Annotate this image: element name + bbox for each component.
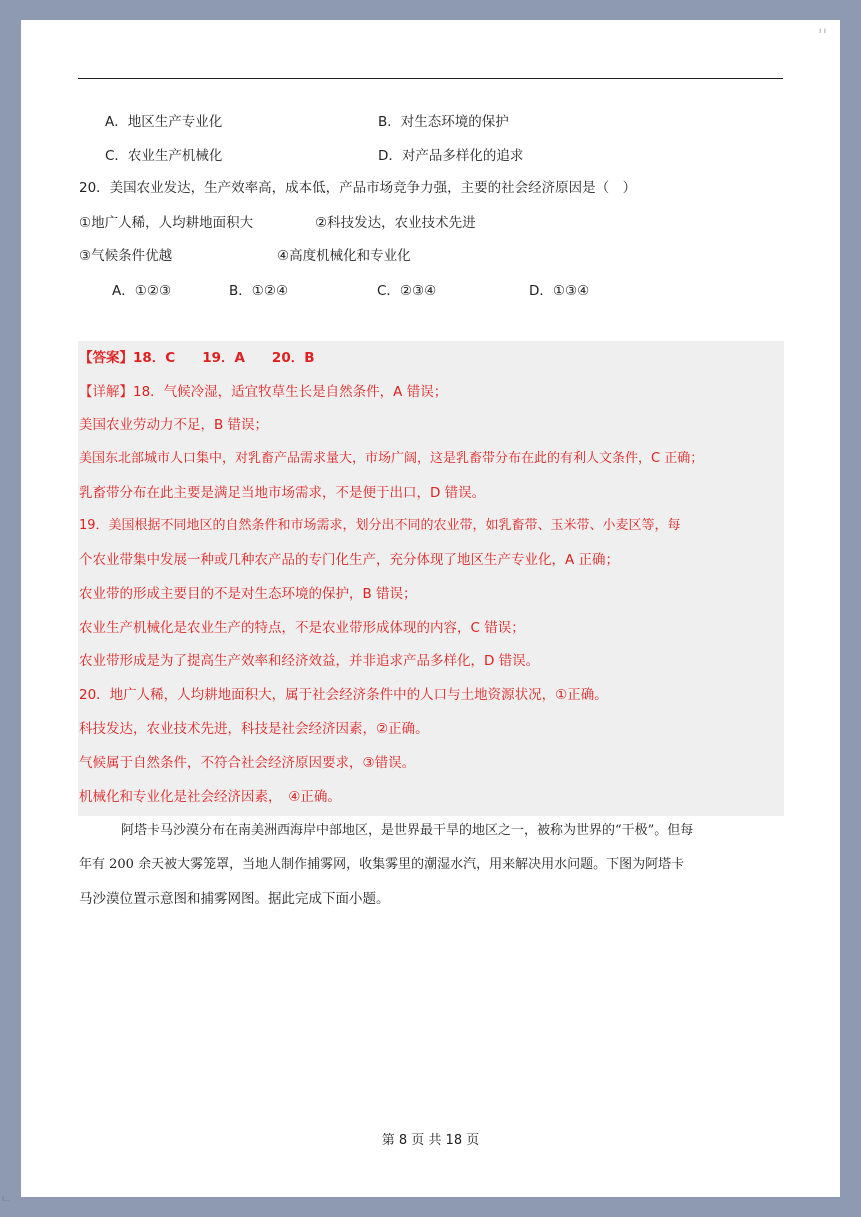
explanation-line: 气候属于自然条件，不符合社会经济原因要求，③错误。 [79, 755, 416, 771]
explanation-line: 20．地广人稀，人均耕地面积大，属于社会经济条件中的人口与土地资源状况，①正确。 [79, 687, 608, 703]
header-rule [78, 78, 783, 79]
explanation-line: 乳畜带分布在此主要是满足当地市场需求，不是便于出口，D 错误。 [79, 485, 486, 501]
option-20-d: D．①③④ [529, 283, 590, 299]
explanation-line: 农业带的形成主要目的不是对生态环境的保护，B 错误； [79, 586, 417, 602]
explanation-line: 【详解】18．气候冷湿，适宜牧草生长是自然条件，A 错误； [79, 384, 448, 400]
explanation-line: 美国东北部城市人口集中，对乳畜产品需求量大，市场广阔，这是乳畜带分布在此的有利人文条件，C 正确； [79, 451, 704, 466]
answer-key: 【答案】18．C 19．A 20．B [79, 350, 315, 366]
answer-explanation-box [78, 341, 784, 816]
explanation-line: 美国农业劳动力不足，B 错误； [79, 417, 269, 433]
option-19-a: A．地区生产专业化 [105, 114, 223, 130]
passage-line: 马沙漠位置示意图和捕雾网图。据此完成下面小题。 [79, 891, 390, 907]
question-20-item-2: ②科技发达，农业技术先进 [315, 215, 476, 231]
corner-crop-mark: ı.. [2, 1194, 10, 1203]
document-page [21, 20, 840, 1197]
question-20-item-3: ③气候条件优越 [79, 248, 173, 264]
question-20-item-4: ④高度机械化和专业化 [277, 248, 411, 264]
explanation-line: 19．美国根据不同地区的自然条件和市场需求，划分出不同的农业带，如乳畜带、玉米带、小麦区等，每 [79, 518, 681, 533]
passage-line: 年有 200 余天被大雾笼罩，当地人制作捕雾网，收集雾里的潮湿水汽，用来解决用水问题。下图为阿塔卡 [79, 857, 685, 872]
option-20-a: A．①②③ [112, 283, 172, 299]
explanation-line: 机械化和专业化是社会经济因素， ④正确。 [79, 789, 341, 805]
page-footer: 第 8 页 共 18 页 [381, 1133, 480, 1148]
option-19-c: C．农业生产机械化 [105, 148, 223, 164]
question-20-stem: 20．美国农业发达，生产效率高，成本低，产品市场竞争力强，主要的社会经济原因是（ ） [79, 180, 637, 196]
passage-line: 阿塔卡马沙漠分布在南美洲西海岸中部地区，是世界最干旱的地区之一，被称为世界的“干极”。但每 [121, 823, 694, 838]
corner-crop-mark: ı ı [819, 26, 826, 35]
explanation-line: 个农业带集中发展一种或几种农产品的专门化生产，充分体现了地区生产专业化，A 正确； [79, 552, 620, 568]
explanation-line: 科技发达，农业技术先进，科技是社会经济因素，②正确。 [79, 721, 429, 737]
option-19-d: D．对产品多样化的追求 [378, 148, 524, 164]
question-20-item-1: ①地广人稀，人均耕地面积大 [79, 215, 254, 231]
explanation-line: 农业生产机械化是农业生产的特点，不是农业带形成体现的内容，C 错误； [79, 620, 525, 636]
option-20-c: C．②③④ [377, 283, 437, 299]
option-19-b: B．对生态环境的保护 [378, 114, 509, 130]
explanation-line: 农业带形成是为了提高生产效率和经济效益，并非追求产品多样化，D 错误。 [79, 653, 540, 669]
option-20-b: B．①②④ [229, 283, 289, 299]
